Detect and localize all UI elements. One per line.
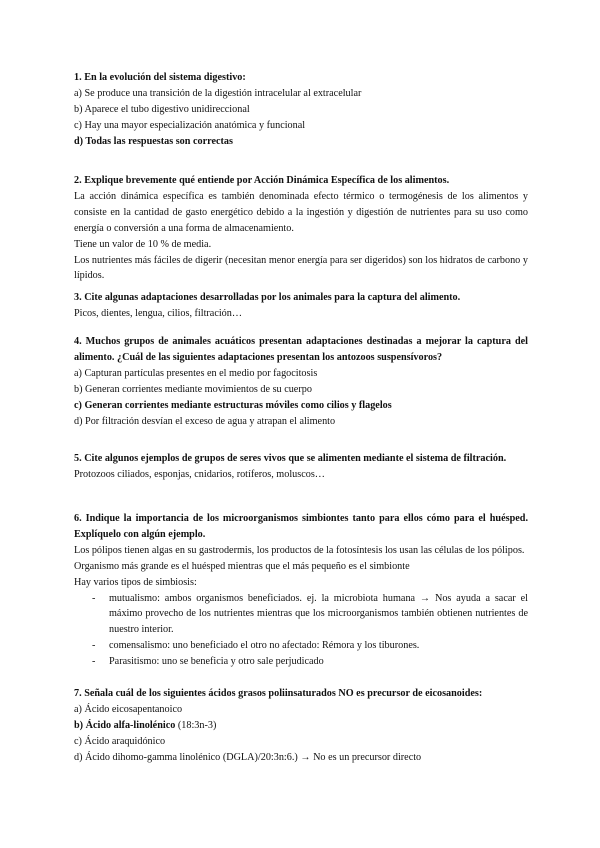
question-3-answer: Picos, dientes, lengua, cilios, filtración… bbox=[74, 307, 243, 319]
question-7-option-c: c) Ácido araquidónico bbox=[74, 735, 166, 747]
question-2 bbox=[74, 173, 528, 284]
question-6-title: 6. Indique la importancia de los microorganismos simbiontes tanto para ellos cómo para el huésped. Explíquelo con algún ejemplo. bbox=[74, 513, 528, 540]
question-6-paragraph-1: Los pólipos tienen algas en su gastrodermis, los productos de la fotosíntesis los usan las células de los pólipos. bbox=[74, 544, 525, 556]
question-1-option-c: c) Hay una mayor especialización anatómica y funcional bbox=[74, 119, 306, 131]
question-6-paragraph-3: Hay varios tipos de simbiosis: bbox=[74, 576, 197, 588]
question-7-title: 7. Señala cuál de los siguientes ácidos grasos poliinsaturados NO es precursor de eicosanoides: bbox=[74, 688, 483, 699]
list-item: - Parasitismo: uno se beneficia y otro sale perjudicado bbox=[74, 654, 528, 670]
question-3-title: 3. Cite algunas adaptaciones desarrolladas por los animales para la captura del alimento. bbox=[74, 292, 461, 303]
question-7-option-a: a) Ácido eicosapentanoico bbox=[74, 703, 183, 715]
question-2-paragraph-1: La acción dinámica específica es también denominada efecto térmico o termogénesis de los alimentos y consiste en la cantidad de gasto energético debido a la ingestión y digestión de nutrientes para su uso como energía o conversión a una forma de almacenamiento. bbox=[74, 190, 528, 234]
question-6 bbox=[74, 511, 528, 670]
question-2-paragraph-2: Tiene un valor de 10 % de media. bbox=[74, 238, 212, 250]
question-4-option-d: d) Por filtración desvían el exceso de agua y atrapan el alimento bbox=[74, 415, 336, 427]
question-1-title: 1. En la evolución del sistema digestivo: bbox=[74, 72, 246, 83]
question-4-option-b: b) Generan corrientes mediante movimientos de su cuerpo bbox=[74, 383, 312, 395]
question-7-option-b bbox=[74, 718, 528, 734]
question-1-option-a: a) Se produce una transición de la digestión intracelular al extracelular bbox=[74, 87, 362, 99]
question-2-title: 2. Explique brevemente qué entiende por Acción Dinámica Específica de los alimentos. bbox=[74, 175, 450, 186]
question-4-title: 4. Muchos grupos de animales acuáticos presentan adaptaciones destinadas a mejorar la captura del alimento. ¿Cuál de las siguientes adaptaciones presentan los antozoos suspensívoros? bbox=[74, 336, 528, 363]
list-item: - comensalismo: uno beneficiado el otro no afectado: Rémora y los tiburones. bbox=[74, 638, 528, 654]
question-5-title: 5. Cite algunos ejemplos de grupos de seres vivos que se alimenten mediante el sistema de filtración. bbox=[74, 453, 507, 464]
question-5 bbox=[74, 451, 528, 483]
question-7-answer: b) Ácido alfa-linolénico bbox=[74, 719, 176, 731]
question-7-option-d: d) Ácido dihomo-gamma linolénico (DGLA)/20:3n:6.) → No es un precursor directo bbox=[74, 751, 422, 763]
question-6-paragraph-2: Organismo más grande es el huésped mientras que el más pequeño es el simbionte bbox=[74, 560, 410, 572]
question-3 bbox=[74, 290, 528, 322]
question-1-answer: d) Todas las respuestas son correctas bbox=[74, 135, 233, 147]
symbiosis-list bbox=[74, 591, 528, 671]
question-1-option-b: b) Aparece el tubo digestivo unidireccional bbox=[74, 103, 250, 115]
question-2-paragraph-3: Los nutrientes más fáciles de digerir (necesitan menor energía para ser digeridos) son los hidratos de carbono y lípidos. bbox=[74, 254, 528, 282]
question-5-answer: Protozoos ciliados, esponjas, cnidarios, rotíferos, moluscos… bbox=[74, 468, 325, 480]
question-7-answer-formula: (18:3n-3) bbox=[175, 719, 217, 731]
question-4 bbox=[74, 334, 528, 429]
question-7 bbox=[74, 686, 528, 766]
question-4-answer: c) Generan corrientes mediante estructuras móviles como cilios y flagelos bbox=[74, 399, 392, 411]
question-1 bbox=[74, 70, 528, 150]
question-4-option-a: a) Capturan partículas presentes en el medio por fagocitosis bbox=[74, 367, 318, 379]
list-item: - mutualismo: ambos organismos beneficiados. ej. la microbiota humana → Nos ayuda a sacar el máximo provecho de los nutrientes mientras que los microorganismos también obtienen nutrientes de nuestro interior. bbox=[74, 591, 528, 639]
